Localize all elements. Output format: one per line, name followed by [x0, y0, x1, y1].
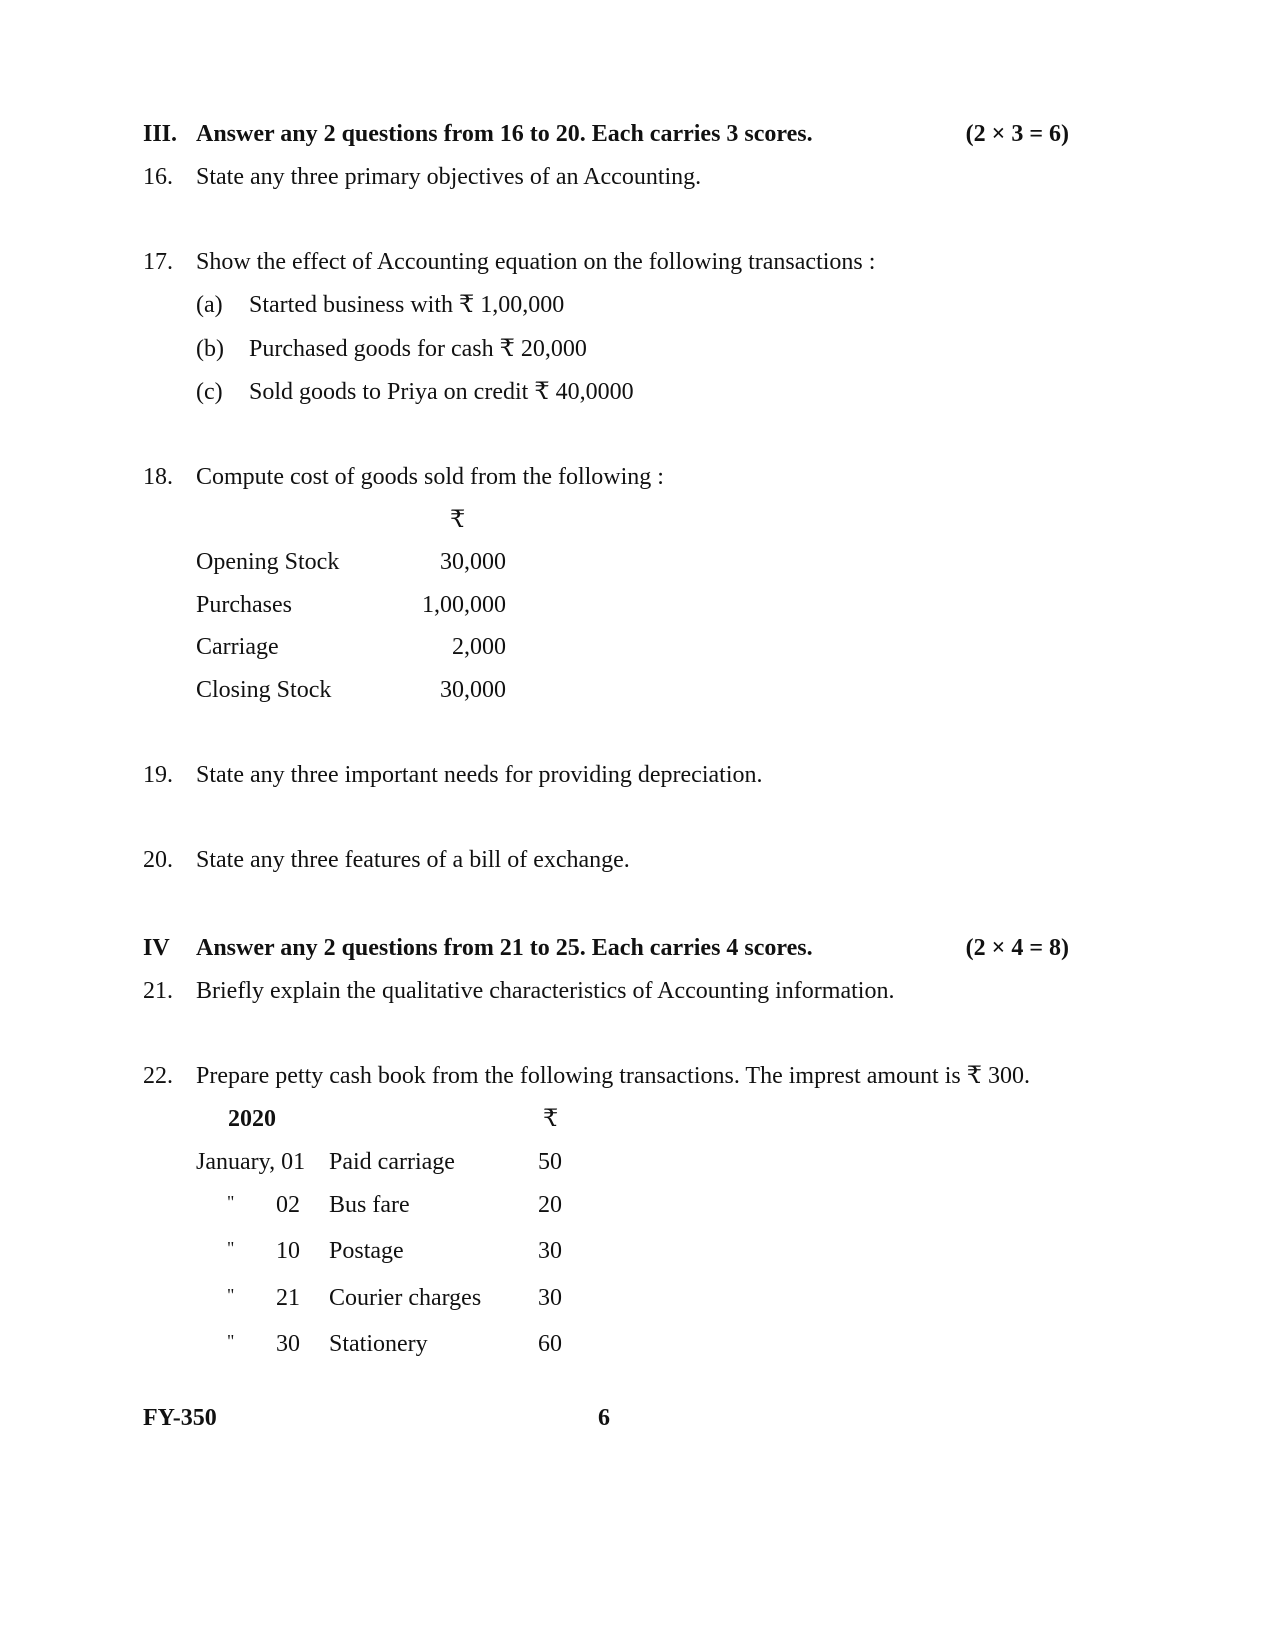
question-number: 22. — [143, 1063, 173, 1089]
sub-item-text: Sold goods to Priya on credit ₹ 40,0000 — [249, 379, 634, 405]
ditto-mark: " — [227, 1285, 235, 1305]
table-row-value: 1,00,000 — [422, 592, 506, 618]
ditto-mark: " — [227, 1331, 235, 1351]
question-text: State any three features of a bill of exchange. — [196, 847, 630, 873]
page-number: 6 — [598, 1405, 610, 1431]
sub-item-text: Purchased goods for cash ₹ 20,000 — [249, 336, 587, 362]
question-text: State any three primary objectives of an Accounting. — [196, 164, 702, 190]
ditto-mark: " — [227, 1192, 235, 1212]
table-row-value: 2,000 — [452, 634, 506, 660]
transaction-particular: Bus fare — [329, 1192, 410, 1218]
question-text: State any three important needs for providing depreciation. — [196, 762, 763, 788]
transaction-amount: 20 — [538, 1192, 562, 1218]
transaction-day: 30 — [276, 1331, 300, 1357]
transaction-particular: Postage — [329, 1238, 404, 1264]
table-row-value: 30,000 — [440, 677, 506, 703]
transaction-particular: Courier charges — [329, 1285, 482, 1311]
question-number: 16. — [143, 164, 173, 190]
sub-item-label: (b) — [196, 336, 224, 362]
section-3-numeral: III. — [143, 121, 178, 147]
transaction-particular: Paid carriage — [329, 1149, 455, 1175]
section-4-marks: (2 × 4 = 8) — [965, 935, 1069, 961]
table-row-label: Carriage — [196, 634, 279, 660]
transaction-date: January, 01 — [196, 1149, 306, 1175]
transaction-day: 21 — [276, 1285, 300, 1311]
section-3-marks: (2 × 3 = 6) — [965, 121, 1069, 147]
question-number: 20. — [143, 847, 173, 873]
table-row-label: Opening Stock — [196, 549, 340, 575]
paper-code: FY-350 — [143, 1405, 217, 1431]
question-number: 21. — [143, 978, 173, 1004]
currency-header: ₹ — [543, 1106, 559, 1132]
table-row-label: Closing Stock — [196, 677, 332, 703]
question-number: 18. — [143, 464, 173, 490]
ditto-mark: " — [227, 1238, 235, 1258]
section-3-instruction: Answer any 2 questions from 16 to 20. Each carries 3 scores. — [196, 121, 813, 147]
question-number: 19. — [143, 762, 173, 788]
question-text: Prepare petty cash book from the following transactions. The imprest amount is ₹ 300. — [196, 1063, 1030, 1089]
transaction-amount: 30 — [538, 1238, 562, 1264]
transaction-amount: 50 — [538, 1149, 562, 1175]
currency-header: ₹ — [450, 507, 466, 533]
transaction-amount: 30 — [538, 1285, 562, 1311]
question-text: Compute cost of goods sold from the following : — [196, 464, 664, 490]
year-header: 2020 — [228, 1106, 276, 1132]
transaction-amount: 60 — [538, 1331, 562, 1357]
transaction-day: 10 — [276, 1238, 300, 1264]
section-4-numeral: IV — [143, 935, 170, 961]
question-text: Show the effect of Accounting equation on the following transactions : — [196, 249, 876, 275]
table-row-value: 30,000 — [440, 549, 506, 575]
section-4-instruction: Answer any 2 questions from 21 to 25. Each carries 4 scores. — [196, 935, 813, 961]
sub-item-text: Started business with ₹ 1,00,000 — [249, 292, 565, 318]
sub-item-label: (c) — [196, 379, 223, 405]
question-text: Briefly explain the qualitative characteristics of Accounting information. — [196, 978, 895, 1004]
table-row-label: Purchases — [196, 592, 292, 618]
question-number: 17. — [143, 249, 173, 275]
transaction-day: 02 — [276, 1192, 300, 1218]
sub-item-label: (a) — [196, 292, 223, 318]
transaction-particular: Stationery — [329, 1331, 428, 1357]
